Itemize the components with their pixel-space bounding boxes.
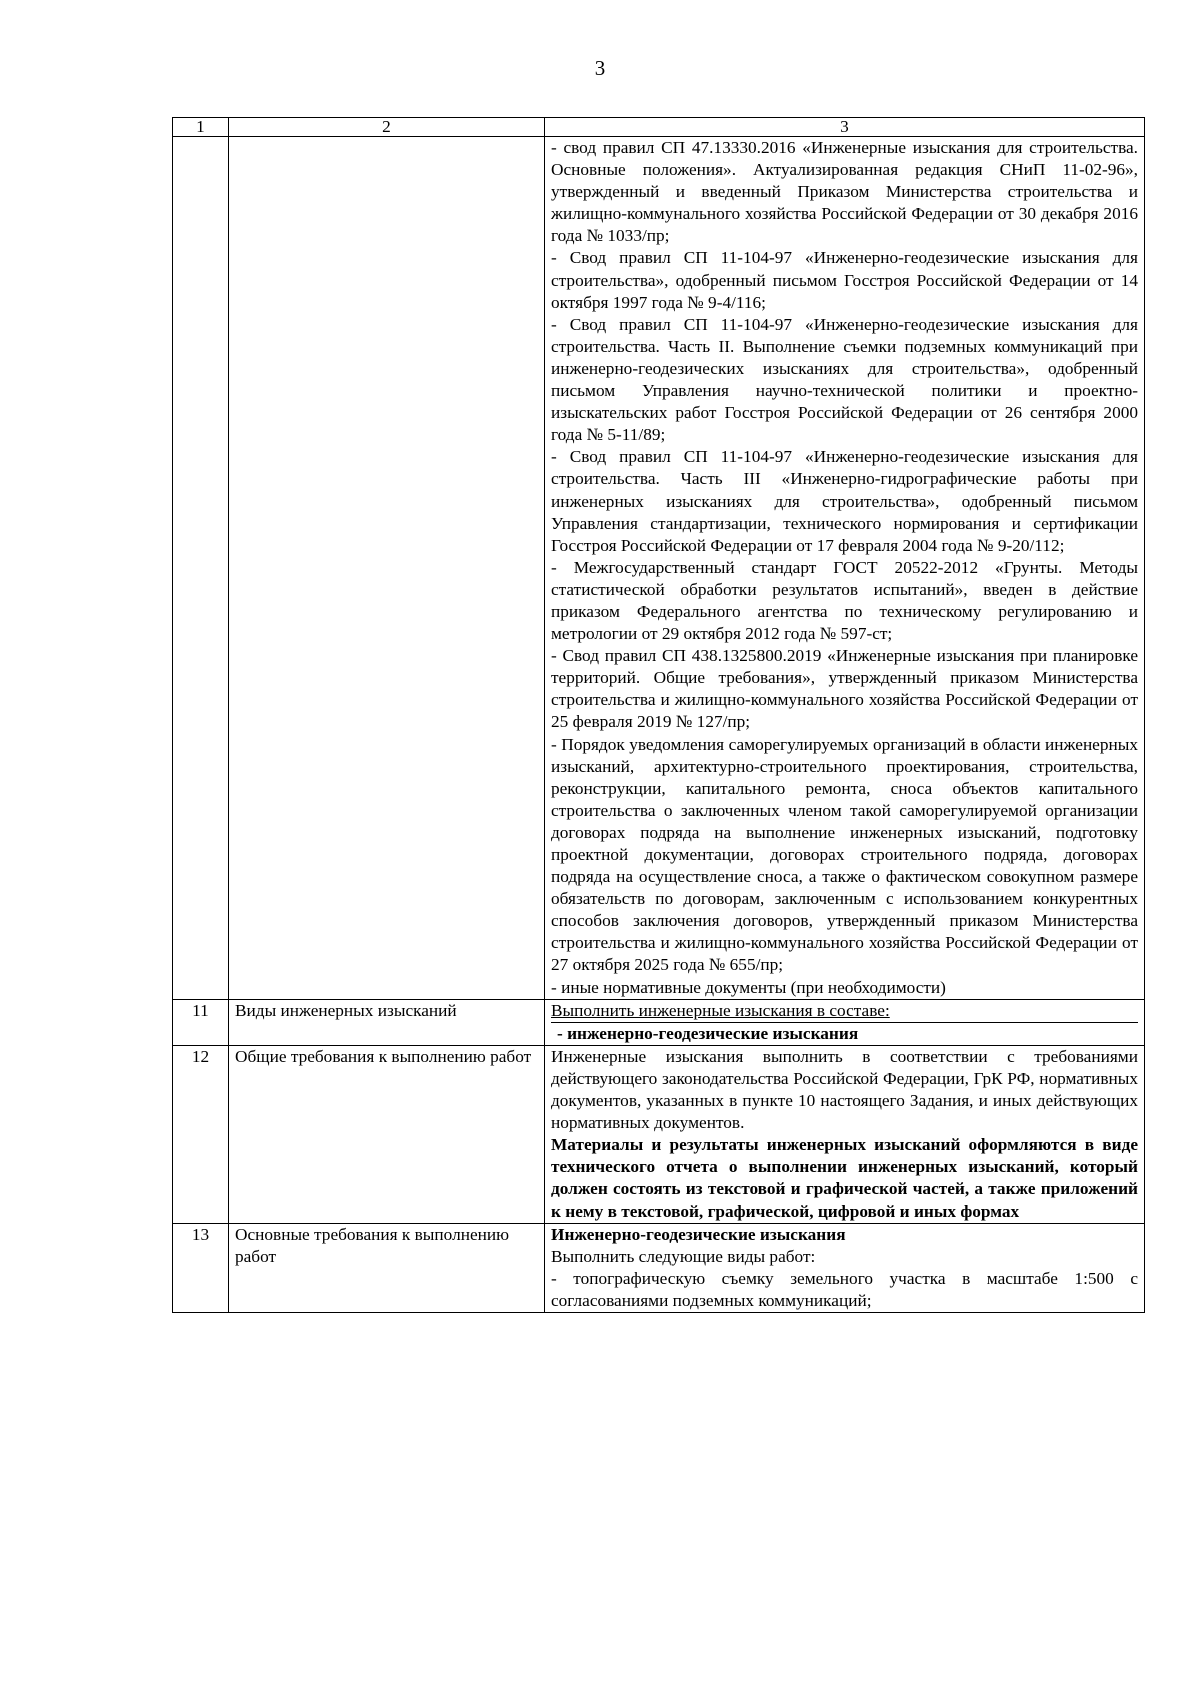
norm-doc-item: - свод правил СП 47.13330.2016 «Инженерные изыскания для строительства. Основные положения». Актуализированная редакция СНиП 11-02-96», утвержденный и введенный Приказом Министерства строительства и жилищно-коммунального хозяйства Российской Федерации от 30 декабря 2016 года № 1033/пр; <box>551 138 1138 246</box>
requirements-table <box>172 117 1145 1313</box>
row-content-cell <box>545 1223 1145 1312</box>
row-number: 13 <box>173 1223 229 1312</box>
row-name: Общие требования к выполнению работ <box>229 1045 545 1223</box>
norm-doc-item: - Межгосударственный стандарт ГОСТ 20522-2012 «Грунты. Методы статистической обработки результатов испытаний», введен в действие приказом Федерального агентства по техническому регулированию и метрологии от 29 октября 2012 года № 597-ст; <box>551 557 1138 644</box>
norm-doc-item: - Свод правил СП 11-104-97 «Инженерно-геодезические изыскания для строительства. Часть III «Инженерно-гидрографические работы при инженерных изысканиях для строительства», одобренный письмом Управления стандартизации, технического нормирования и сертификации Госстроя Российской Федерации от 17 февраля 2004 года № 9-20/112; <box>551 447 1138 555</box>
table-row-12 <box>173 1045 1145 1223</box>
table-row-11 <box>173 999 1145 1045</box>
row-name-cell <box>229 137 545 1000</box>
report-requirements-paragraph: Материалы и результаты инженерных изысканий оформляются в виде технического отчета о выполнении инженерных изысканий, который должен состоять из текстовой и графической частей, а также приложений к нему в текстовой, графической, цифровой и иных формах <box>551 1135 1138 1221</box>
row-name: Основные требования к выполнению работ <box>229 1223 545 1312</box>
page-number: 3 <box>594 56 606 80</box>
row-number: 12 <box>173 1045 229 1223</box>
table-row-13 <box>173 1223 1145 1312</box>
row-name: Виды инженерных изысканий <box>229 999 545 1045</box>
header-col-3: 3 <box>545 118 1145 137</box>
section-heading: Инженерно-геодезические изыскания <box>551 1224 846 1244</box>
norm-doc-item: - иные нормативные документы (при необходимости) <box>551 977 946 997</box>
work-types-intro: Выполнить следующие виды работ: <box>551 1246 816 1266</box>
general-requirements-paragraph: Инженерные изыскания выполнить в соответствии с требованиями действующего законодательства Российской Федерации, ГрК РФ, нормативных документов, указанных в пункте 10 настоящего Задания, и иных действующих нормативных документов. <box>551 1046 1138 1133</box>
header-col-2: 2 <box>229 118 545 137</box>
survey-types-intro: Выполнить инженерные изыскания в составе: <box>551 1000 890 1020</box>
norm-doc-item: - Свод правил СП 11-104-97 «Инженерно-геодезические изыскания для строительства», одобренный письмом Госстроя Российской Федерации от 14 октября 1997 года № 9-4/116; <box>551 248 1138 312</box>
row-content-cell <box>545 999 1145 1045</box>
row-number: 11 <box>173 999 229 1045</box>
survey-type-item: - инженерно-геодезические изыскания <box>551 1022 1138 1045</box>
table-row-10-continuation <box>173 137 1145 1000</box>
row-content-cell <box>545 1045 1145 1223</box>
norm-doc-item: - Свод правил СП 11-104-97 «Инженерно-геодезические изыскания для строительства. Часть II. Выполнение съемки подземных коммуникаций при инженерно-геодезических изысканиях для строительства», одобренный письмом Управления научно-технической политики и проектно-изыскательских работ Госстроя Российской Федерации от 26 сентября 2000 года № 5-11/89; <box>551 314 1138 445</box>
table-header-row <box>173 118 1145 137</box>
norm-doc-item: - Порядок уведомления саморегулируемых организаций в области инженерных изысканий, архитектурно-строительного проектирования, строительства, реконструкции, капитального ремонта, сноса объектов капитального строительства о заключенных членом такой саморегулируемой организации договорах подряда на выполнение инженерных изысканий, подготовку проектной документации, договорах строительного подряда, договорах подряда на осуществление сноса, а также о фактическом совокупном размере обязательств по договорам, заключенным с использованием конкурентных способов заключения договоров, утвержденный приказом Министерства строительства и жилищно-коммунального хозяйства Российской Федерации от 27 октября 2025 года № 655/пр; <box>551 734 1138 975</box>
norm-doc-item: - Свод правил СП 438.1325800.2019 «Инженерные изыскания при планировке территорий. Общие требования», утвержденный приказом Министерства строительства и жилищно-коммунального хозяйства Российской Федерации от 25 февраля 2019 № 127/пр; <box>551 646 1138 732</box>
header-col-1: 1 <box>173 118 229 137</box>
row-content-cell <box>545 137 1145 1000</box>
row-number-cell <box>173 137 229 1000</box>
work-type-item: - топографическую съемку земельного участка в масштабе 1:500 с согласованиями подземных коммуникаций; <box>551 1268 1138 1310</box>
